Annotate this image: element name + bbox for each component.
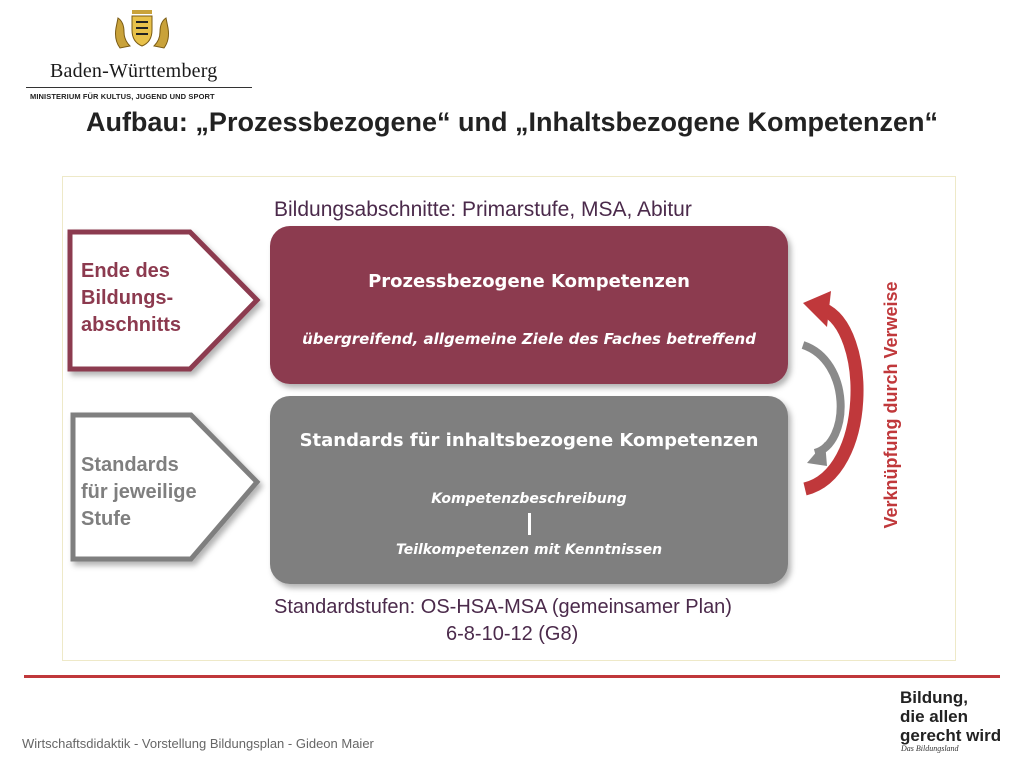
page-title: Aufbau: „Prozessbezogene“ und „Inhaltsbezogene Kompetenzen“ (85, 107, 939, 137)
footer-text: Wirtschaftsdidaktik - Vorstellung Bildungsplan - Gideon Maier (22, 736, 374, 751)
slogan-subtitle: Das Bildungsland (901, 744, 959, 753)
slogan-line-1: Bildung, (900, 688, 968, 707)
level-standards-line-3: Stufe (81, 508, 131, 530)
standard-levels-caption: Standardstufen: OS-HSA-MSA (gemeinsamer Plan) (274, 596, 732, 618)
level-standards-line-2: für jeweilige (81, 481, 197, 503)
grade-levels-caption: 6-8-10-12 (G8) (446, 623, 579, 645)
red-arrowhead (803, 291, 831, 327)
sub-competences-label: Teilkompetenzen mit Kenntnissen (395, 542, 663, 558)
process-competences-title: Prozessbezogene Kompetenzen (368, 271, 690, 292)
connector-line (528, 513, 531, 535)
state-name: Baden-Württemberg (50, 60, 218, 82)
slogan-line-2: die allen (900, 707, 969, 726)
logo-divider (26, 87, 252, 88)
end-of-stage-line-3: abschnitts (81, 314, 182, 336)
slogan (900, 688, 1010, 745)
ministry-name: MINISTERIUM FÜR KULTUS, JUGEND UND SPORT (30, 92, 215, 101)
slogan-line-3: gerecht wird (900, 726, 1002, 745)
footer-divider (24, 675, 1000, 678)
gray-curved-arrow (803, 345, 841, 453)
level-standards-line-1: Standards (81, 454, 179, 476)
end-of-stage-label (81, 260, 181, 336)
process-competences-box (270, 226, 788, 384)
process-competences-subtitle: übergreifend, allgemeine Ziele des Faches betreffend (302, 330, 756, 348)
linking-label: Verknüpfung durch Verweise (881, 281, 901, 529)
education-stages-caption: Bildungsabschnitte: Primarstufe, MSA, Abitur (274, 198, 692, 221)
gray-arrowhead (807, 442, 827, 466)
competence-description-label: Kompetenzbeschreibung (431, 491, 627, 507)
content-competences-title: Standards für inhaltsbezogene Kompetenzen (299, 430, 759, 451)
competence-diagram (63, 177, 955, 660)
end-of-stage-line-1: Ende des (81, 260, 170, 282)
diagram-panel (62, 176, 956, 661)
coat-of-arms-icon (112, 8, 172, 52)
end-of-stage-line-2: Bildungs- (81, 287, 174, 309)
